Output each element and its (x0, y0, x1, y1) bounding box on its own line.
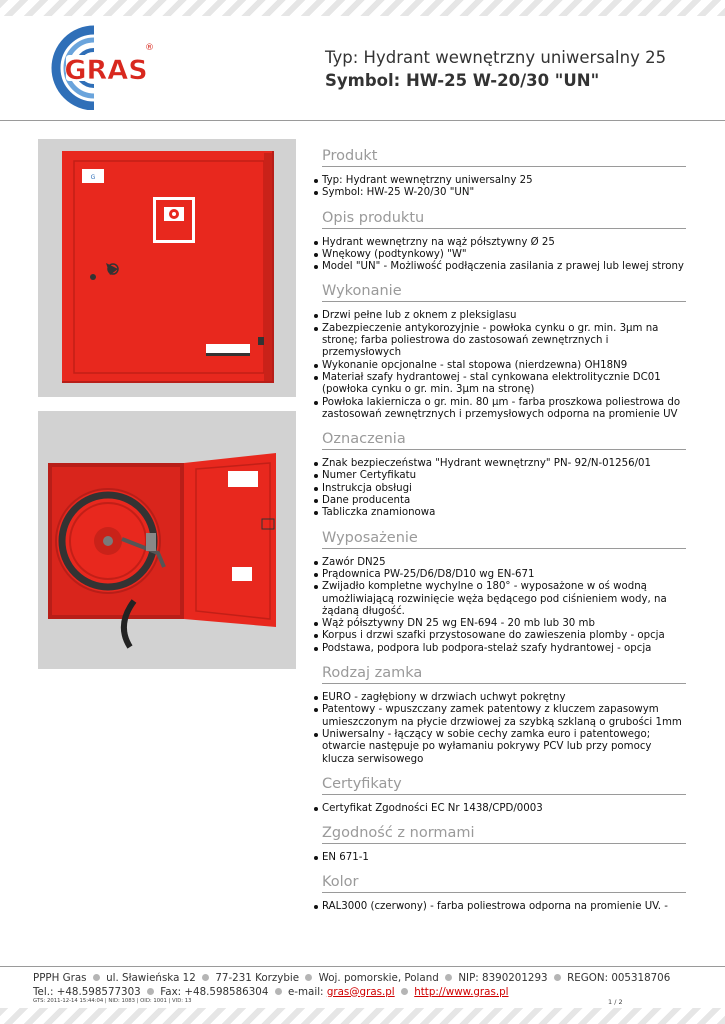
bullet-dot-icon (305, 974, 312, 981)
footer-region: Woj. pomorskie, Poland (318, 972, 439, 984)
section-produkt (322, 148, 686, 200)
product-photo-open (38, 411, 296, 669)
document-meta: GTS: 2011-12-14 15:44:04 | NID: 1083 | OID: 1001 | VID: 13 (33, 998, 192, 1004)
list-item: Patentowy - wpuszczany zamek patentowy z kluczem zapasowym umieszczonym na płycie drzwiowej za szybką szklaną o grubości 1mm (322, 704, 686, 729)
section-certyfikaty (322, 776, 686, 815)
top-decorative-stripe (0, 0, 725, 16)
title-symbol: Symbol: HW-25 W-20/30 "UN" (325, 71, 600, 90)
bottom-decorative-stripe (0, 1008, 725, 1024)
footer-city: 77-231 Korzybie (215, 972, 300, 984)
bullet-dot-icon (445, 974, 452, 981)
product-photo-closed (38, 139, 296, 397)
list-item: Znak bezpieczeństwa "Hydrant wewnętrzny" PN- 92/N-01256/01 (322, 458, 686, 470)
section-zgodnosc-z-normami (322, 825, 686, 864)
bullet-dot-icon (401, 988, 408, 995)
section-heading: Rodzaj zamka (322, 665, 686, 684)
section-wykonanie (322, 283, 686, 421)
list-item: Wąż półsztywny DN 25 wg EN-694 - 20 mb lub 30 mb (322, 618, 686, 630)
list-item: Hydrant wewnętrzny na wąż półsztywny Ø 25 (322, 237, 686, 249)
list-item: EURO - zagłębiony w drzwiach uchwyt pokrętny (322, 692, 686, 704)
title-type: Typ: Hydrant wewnętrzny uniwersalny 25 (325, 48, 667, 67)
footer-fax: Fax: +48.598586304 (160, 985, 269, 998)
footer-divider (0, 966, 725, 967)
list-item: Wykonanie opcjonalne - stal stopowa (nierdzewna) OH18N9 (322, 360, 686, 372)
footer-street: ul. Sławieńska 12 (106, 972, 196, 984)
footer-company: PPPH Gras (33, 972, 87, 984)
section-heading: Produkt (322, 148, 686, 167)
list-item: EN 671-1 (322, 852, 686, 864)
section-heading: Opis produktu (322, 210, 686, 229)
list-item: Korpus i drzwi szafki przystosowane do zawieszenia plomby - opcja (322, 630, 686, 642)
list-item: Numer Certyfikatu (322, 470, 686, 482)
list-item: Dane producenta (322, 495, 686, 507)
list-item: Drzwi pełne lub z oknem z pleksiglasu (322, 310, 686, 322)
section-heading: Oznaczenia (322, 431, 686, 450)
list-item: Zabezpieczenie antykorozyjnie - powłoka cynku o gr. min. 3µm na stronę; farba poliestrowa do zastosowań zewnętrznych i przemysłowych (322, 323, 686, 360)
footer (33, 972, 693, 999)
list-item: Symbol: HW-25 W-20/30 "UN" (322, 187, 686, 199)
list-item: Zwijadło kompletne wychylne o 180° - wyposażone w oś wodną umożliwiającą rozwinięcie węża będącego pod ciśnieniem wody, na żądaną długość. (322, 581, 686, 618)
logo-registered-mark: ® (145, 43, 154, 53)
footer-email-label: e-mail: (287, 985, 324, 998)
header-divider (0, 120, 725, 121)
list-item: Model "UN" - Możliwość podłączenia zasilania z prawej lub lewej strony (322, 261, 686, 273)
list-item: Instrukcja obsługi (322, 483, 686, 495)
footer-address-row (33, 972, 693, 986)
section-heading: Kolor (322, 874, 686, 893)
section-rodzaj-zamka (322, 665, 686, 766)
section-heading: Wykonanie (322, 283, 686, 302)
bullet-dot-icon (93, 974, 100, 981)
list-item: Zawór DN25 (322, 557, 686, 569)
footer-nip: NIP: 8390201293 (458, 972, 548, 984)
footer-regon: REGON: 005318706 (567, 972, 671, 984)
list-item: Uniwersalny - łączący w sobie cechy zamka euro i patentowego; otwarcie następuje po wyłamaniu pokrywy PCV lub przy pomocy klucza serwisowego (322, 729, 686, 766)
bullet-dot-icon (147, 988, 154, 995)
bullet-dot-icon (554, 974, 561, 981)
section-oznaczenia (322, 431, 686, 519)
website-link[interactable]: http://www.gras.pl (414, 985, 509, 998)
section-kolor (322, 874, 686, 913)
gras-logo (32, 24, 156, 110)
list-item: RAL3000 (czerwony) - farba poliestrowa odporna na promienie UV. - (322, 901, 686, 913)
section-opis-produktu (322, 210, 686, 274)
bullet-dot-icon (275, 988, 282, 995)
product-details (322, 148, 686, 924)
list-item: Certyfikat Zgodności EC Nr 1438/CPD/0003 (322, 803, 686, 815)
section-wyposazenie (322, 530, 686, 655)
list-item: Tabliczka znamionowa (322, 507, 686, 519)
page-title (325, 48, 666, 90)
section-heading: Wyposażenie (322, 530, 686, 549)
footer-tel: Tel.: +48.598577303 (33, 985, 141, 998)
footer-contact-row (33, 986, 693, 1000)
logo-text: GRAS (64, 55, 148, 86)
bullet-dot-icon (202, 974, 209, 981)
list-item: Materiał szafy hydrantowej - stal cynkowana elektrolitycznie DC01 (powłoka cynku o gr. min. 3µm na stronę) (322, 372, 686, 397)
section-heading: Certyfikaty (322, 776, 686, 795)
page-number: 1 / 2 (608, 998, 623, 1006)
list-item: Prądownica PW-25/D6/D8/D10 wg EN-671 (322, 569, 686, 581)
list-item: Powłoka lakiernicza o gr. min. 80 µm - farba proszkowa poliestrowa do zastosowań zewnętrznych i przemysłowych odporna na promienie UV (322, 397, 686, 422)
section-heading: Zgodność z normami (322, 825, 686, 844)
svg-text:G: G (90, 174, 96, 181)
email-link[interactable]: gras@gras.pl (326, 985, 395, 998)
list-item: Podstawa, podpora lub podpora-stelaż szafy hydrantowej - opcja (322, 643, 686, 655)
list-item: Typ: Hydrant wewnętrzny uniwersalny 25 (322, 175, 686, 187)
list-item: Wnękowy (podtynkowy) "W" (322, 249, 686, 261)
